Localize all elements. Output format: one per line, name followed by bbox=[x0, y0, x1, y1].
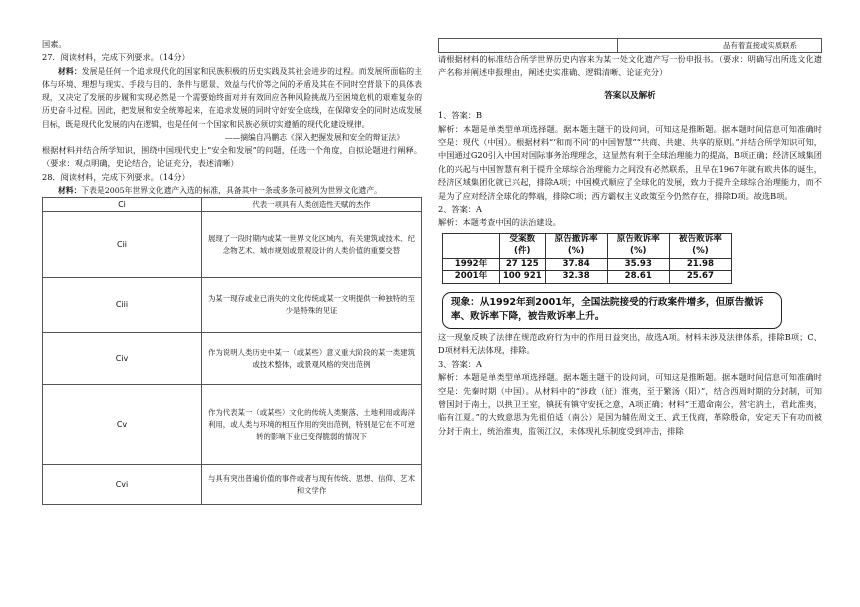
criterion-code: Civ bbox=[43, 333, 202, 385]
prev-fragment: 国素。 bbox=[42, 39, 67, 49]
answer-2-conclusion: 这一现象反映了法律在规范政府行为中的作用日益突出，故选A项。材料未涉及法律体系，排除B项；C、D项材料无法体现，排除。 bbox=[438, 331, 822, 356]
criteria-table bbox=[42, 197, 422, 505]
stats-cell: 35.93 bbox=[607, 258, 669, 271]
table-row bbox=[43, 198, 422, 212]
criterion-desc: 代表一项具有人类创造性天赋的杰作 bbox=[202, 198, 422, 212]
stats-cell: 25.67 bbox=[669, 271, 731, 284]
q28-material-text: 下表是2005年世界文化遗产入选的标准，具备其中一条或多条可被列为世界文化遗产。 bbox=[81, 186, 382, 196]
table-row bbox=[43, 385, 422, 465]
table-row bbox=[439, 39, 822, 53]
stats-header: 原告败诉率(%) bbox=[607, 233, 669, 258]
q27-stem: 27．阅读材料，完成下列要求。（14分） bbox=[42, 52, 190, 63]
answers-heading: 答案以及解析 bbox=[604, 90, 656, 101]
stats-cell: 1992年 bbox=[443, 258, 500, 271]
criterion-desc: 为某一现存或业已消失的文化传统或某一文明提供一种独特的至少是特殊的见证 bbox=[202, 278, 422, 333]
table-row bbox=[443, 258, 732, 271]
lawsuit-stats-figure bbox=[442, 233, 782, 329]
table-row bbox=[443, 233, 732, 258]
q28-material-label: 材料： bbox=[58, 186, 82, 196]
stats-header: 原告撤诉率(%) bbox=[545, 233, 607, 258]
left-column bbox=[42, 38, 422, 505]
table-row bbox=[43, 465, 422, 505]
table-row bbox=[43, 278, 422, 333]
criterion-desc: 展现了一段时期内或某一世界文化区域内，有关建筑或技术、纪念物艺术、城市规划或景观设计的人类价值的重要交替 bbox=[202, 212, 422, 278]
stats-cell: 37.84 bbox=[545, 258, 607, 271]
criterion-desc-continued: 品有着直接或实质联系 bbox=[618, 39, 822, 53]
answer-2: 2、答案：A bbox=[438, 204, 482, 215]
q27-requirement: 根据材料并结合所学知识，围绕中国现代史上“安全和发展”的问题，任选一个角度，自拟论题进行阐释。（要求：观点明确，史论结合，论证充分，表述清晰） bbox=[42, 145, 422, 169]
phenomenon-callout: 现象：从1992年到2001年，全国法院接受的行政案件增多，但原告撤诉率、败诉率下降，被告败诉率上升。 bbox=[442, 292, 782, 329]
answer-2-explanation: 解析：本题考查中国的法治建设。 bbox=[438, 217, 561, 228]
criterion-code: Cv bbox=[43, 385, 202, 465]
stats-cell: 100 921 bbox=[500, 271, 546, 284]
table-row bbox=[43, 333, 422, 385]
criterion-desc: 与具有突出普遍价值的事件或者与现有传统、思想、信仰、艺术和文学作 bbox=[202, 465, 422, 505]
stats-cell: 32.38 bbox=[545, 271, 607, 284]
q27-source: ——摘编自冯鹏志《深入把握发展和安全的辩证法》 bbox=[224, 132, 404, 142]
q27-material-label: 材料： bbox=[58, 66, 82, 76]
stats-header: 受案数(件) bbox=[500, 233, 546, 258]
answer-1-explanation: 解析：本题是单类型单项选择题。据本题主题干的设问词，可知这是推断题。据本题时间信息可知准确时空是：现代（中国）。根据材料“‘和而不同’的中国智慧”“共商、共建、共享的原则。”并结合所学知识可知，中国通过G20引入中国对国际事务治理理念，这显然有利于全球治理能力的提高，B项正确；经济区域集团化的兴起与中国智慧有利于提升全球综合治理能力之间没有必然联系，且早在1967年就有欧共体的诞生，经济区域集团化就已兴起，排除A项；中国模式顺应了全球化的发展，致力于提升全球综合治理能力，而不是为了应对经济全球化的弊端，排除C项；西方霸权主义政策至今仍然存在，排除D项。故选B项。 bbox=[438, 123, 822, 201]
table-row bbox=[443, 271, 732, 284]
table-row bbox=[43, 212, 422, 278]
right-column bbox=[438, 38, 822, 438]
stats-cell: 28.61 bbox=[607, 271, 669, 284]
stats-cell: 2001年 bbox=[443, 271, 500, 284]
stats-cell: 27 125 bbox=[500, 258, 546, 271]
answer-1: 1、答案：B bbox=[438, 110, 482, 121]
criterion-code: Ci bbox=[43, 198, 202, 212]
criterion-desc: 作为代表某一（或某些）文化的传统人类聚落、土地利用或海洋利用，或人类与环境的相互作用的突出范例，特别是它在不可逆转的影响下业已变得脆弱的情况下 bbox=[202, 385, 422, 465]
answer-3-explanation: 解析：本题是单类型单项选择题。据本题主题干的设问词，可知这是推断题。据本题时间信息可知准确时空是：先秦时期（中国）。从材料中的“涉政（征）淮夷，至于繁汤（阳）”，结合西周时期的分封制，可知曾国封于南土，以拱卫王室，镇抚有镇守安抚之意，A项正确；材料“王遣命南公，营宅汭土，君此淮夷，临有江夏。”的大致意思为先祖伯适（南公）是国为辅佐周文王、武王伐商，革除殷命，安定天下有功而被分封于南土，统治淮夷，监领江汉，未体现礼乐制度受到冲击，排除 bbox=[438, 372, 822, 436]
stats-header bbox=[443, 233, 500, 258]
stats-cell: 21.98 bbox=[669, 258, 731, 271]
q27-material-text: 发展是任何一个追求现代化的国家和民族积极的历史实践及其社会进步的过程。而发展所面临的主体与环境、理想与现实、手段与目的、条件与愿景、效益与代价等之间的矛盾及其在不同时空背景下的具体表现，又决定了发展的步履和实现必然是一个需要始终面对并有效回应各种风险挑战乃至困境危机的艰难复杂的历史奋斗过程。因此，把发展和安全统筹起来，在追求发展的同时守好安全底线，在保障安全的同时达成发展目标，既是现代化发展的内在逻辑，也是任何一个国家和民族必须切实遵循的现代化建设规律。 bbox=[42, 66, 422, 129]
q27-material bbox=[42, 65, 422, 131]
answer-3: 3、答案：A bbox=[438, 358, 482, 369]
criterion-code: Ciii bbox=[43, 278, 202, 333]
stats-header: 被告败诉率(%) bbox=[669, 233, 731, 258]
criterion-code: Cii bbox=[43, 212, 202, 278]
q28-requirement: 请根据材料的标准结合所学世界历史内容来为某一处文化遗产写一份申报书。（要求：明确写出所选文化遗产名称并阐述申报理由，阐述史实准确、逻辑清晰、论证充分） bbox=[438, 54, 822, 78]
q28-material bbox=[42, 184, 422, 197]
criterion-desc: 作为说明人类历史中某一（或某些）意义重大阶段的某一类建筑或技术整体，或景观风格的突出范例 bbox=[202, 333, 422, 385]
q28-stem: 28．阅读材料，完成下列要求。（14分） bbox=[42, 171, 190, 182]
criterion-code: Cvi bbox=[43, 465, 202, 505]
lawsuit-stats-table bbox=[442, 233, 732, 284]
criteria-table-continued bbox=[438, 38, 822, 53]
table-cell-empty bbox=[439, 39, 618, 53]
